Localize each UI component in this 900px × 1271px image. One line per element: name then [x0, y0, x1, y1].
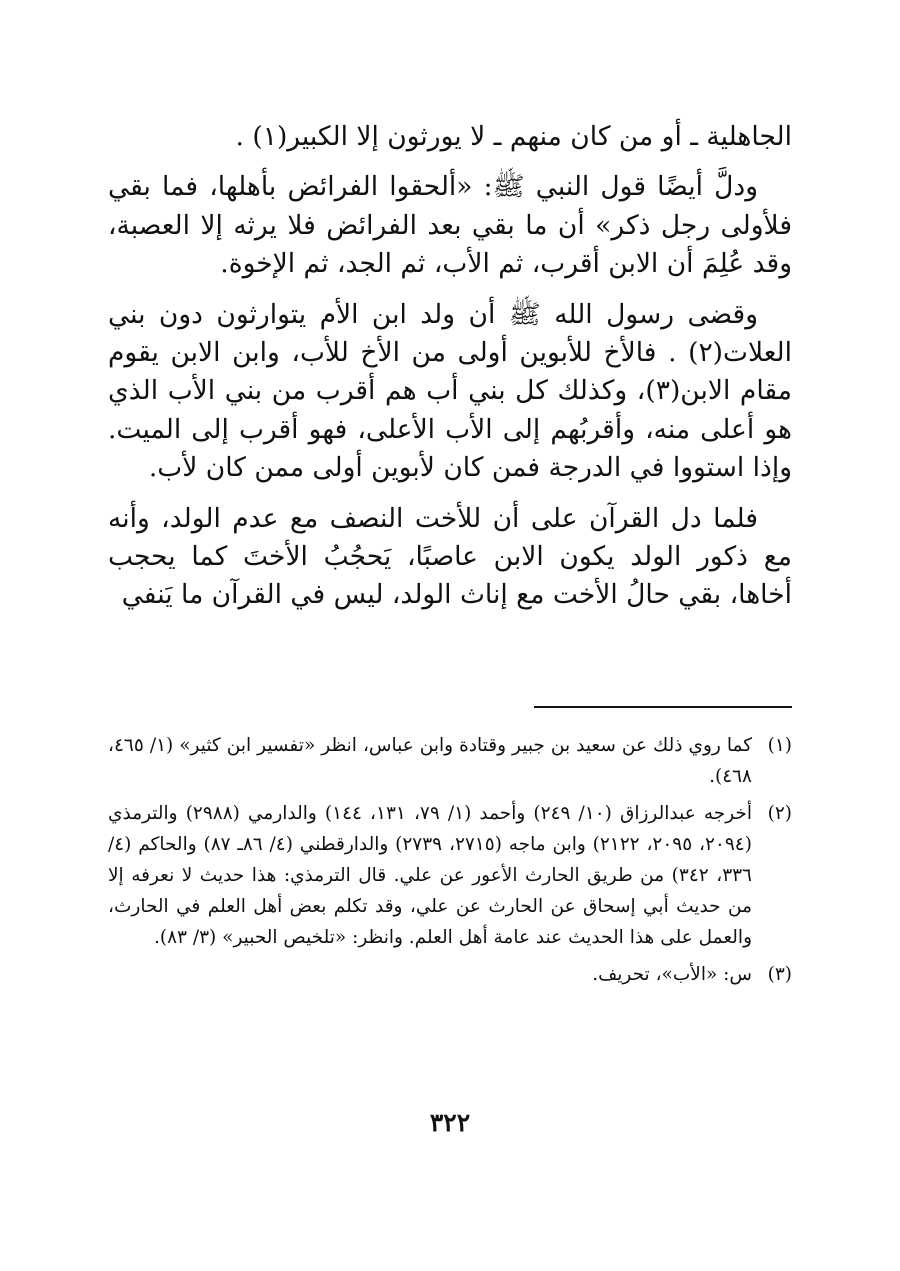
- footnote-text: س: «الأب»، تحريف.: [592, 964, 752, 985]
- main-text: [108, 118, 792, 615]
- footnotes: [108, 730, 792, 996]
- footnote-marker: (٢): [767, 803, 792, 824]
- paragraph: وقضى رسول الله ﷺ أن ولد ابن الأم يتوارثون دون بني العلات(٢) . فالأخ للأبوين أولى من الأخ للأب، وابن الابن يقوم مقام الابن(٣)، وكذلك كل بني أب هم أقرب من بني الأب الذي هو أعلى منه، وأقربُهم إلى الأب الأعلى، فهو أقرب إلى الميت. وإذا استووا في الدرجة فمن كان لأبوين أولى ممن كان لأب.: [108, 298, 792, 484]
- paragraph: فلما دل القرآن على أن للأخت النصف مع عدم الولد، وأنه مع ذكور الولد يكون الابن عاصبًا، يَحجُبُ الأختَ كما يحجب أخاها، بقي حالُ الأخت مع إناث الولد، ليس في القرآن ما يَنفي: [108, 502, 792, 611]
- footnote-text: كما روي ذلك عن سعيد بن جبير وقتادة وابن عباس، انظر «تفسير ابن كثير» (١/ ٤٦٥، ٤٦٨).: [108, 735, 752, 787]
- paragraph: الجاهلية ـ أو من كان منهم ـ لا يورثون إلا الكبير(١) .: [235, 121, 792, 152]
- footnote-text: أخرجه عبدالرزاق (١٠/ ٢٤٩) وأحمد (١/ ٧٩، ١٣١، ١٤٤) والدارمي (٢٩٨٨) والترمذي (٢٠٩٤، ٢٠٩٥، ٢١٢٢) وابن ماجه (٢٧١٥، ٢٧٣٩) والدارقطني (٤/ ٨٦ـ ٨٧) والحاكم (٤/ ٣٣٦، ٣٤٢) من طريق الحارث الأعور عن علي. قال الترمذي: هذا حديث لا نعرفه إلا من حديث أبي إسحاق عن الحارث عن علي، وقد تكلم بعض أهل العلم في الحارث، والعمل على هذا الحديث عند عامة أهل العلم. وانظر: «تلخيص الحبير» (٣/ ٨٣).: [108, 803, 752, 948]
- footnote: [108, 730, 792, 792]
- footnote: [108, 798, 792, 953]
- footnote: [108, 959, 792, 990]
- footnote-marker: (١): [767, 735, 792, 756]
- footnote-marker: (٣): [767, 964, 792, 985]
- page-number: ٣٢٢: [429, 1108, 471, 1137]
- footnote-divider: [534, 706, 792, 708]
- paragraph: ودلَّ أيضًا قول النبي ﷺ: «ألحقوا الفرائض بأهلها، فما بقي فلأولى رجل ذكر» أن ما بقي بعد الفرائض فلا يرثه إلا العصبة، وقد عُلِمَ أن الابن أقرب، ثم الأب، ثم الجد، ثم الإخوة.: [108, 171, 792, 280]
